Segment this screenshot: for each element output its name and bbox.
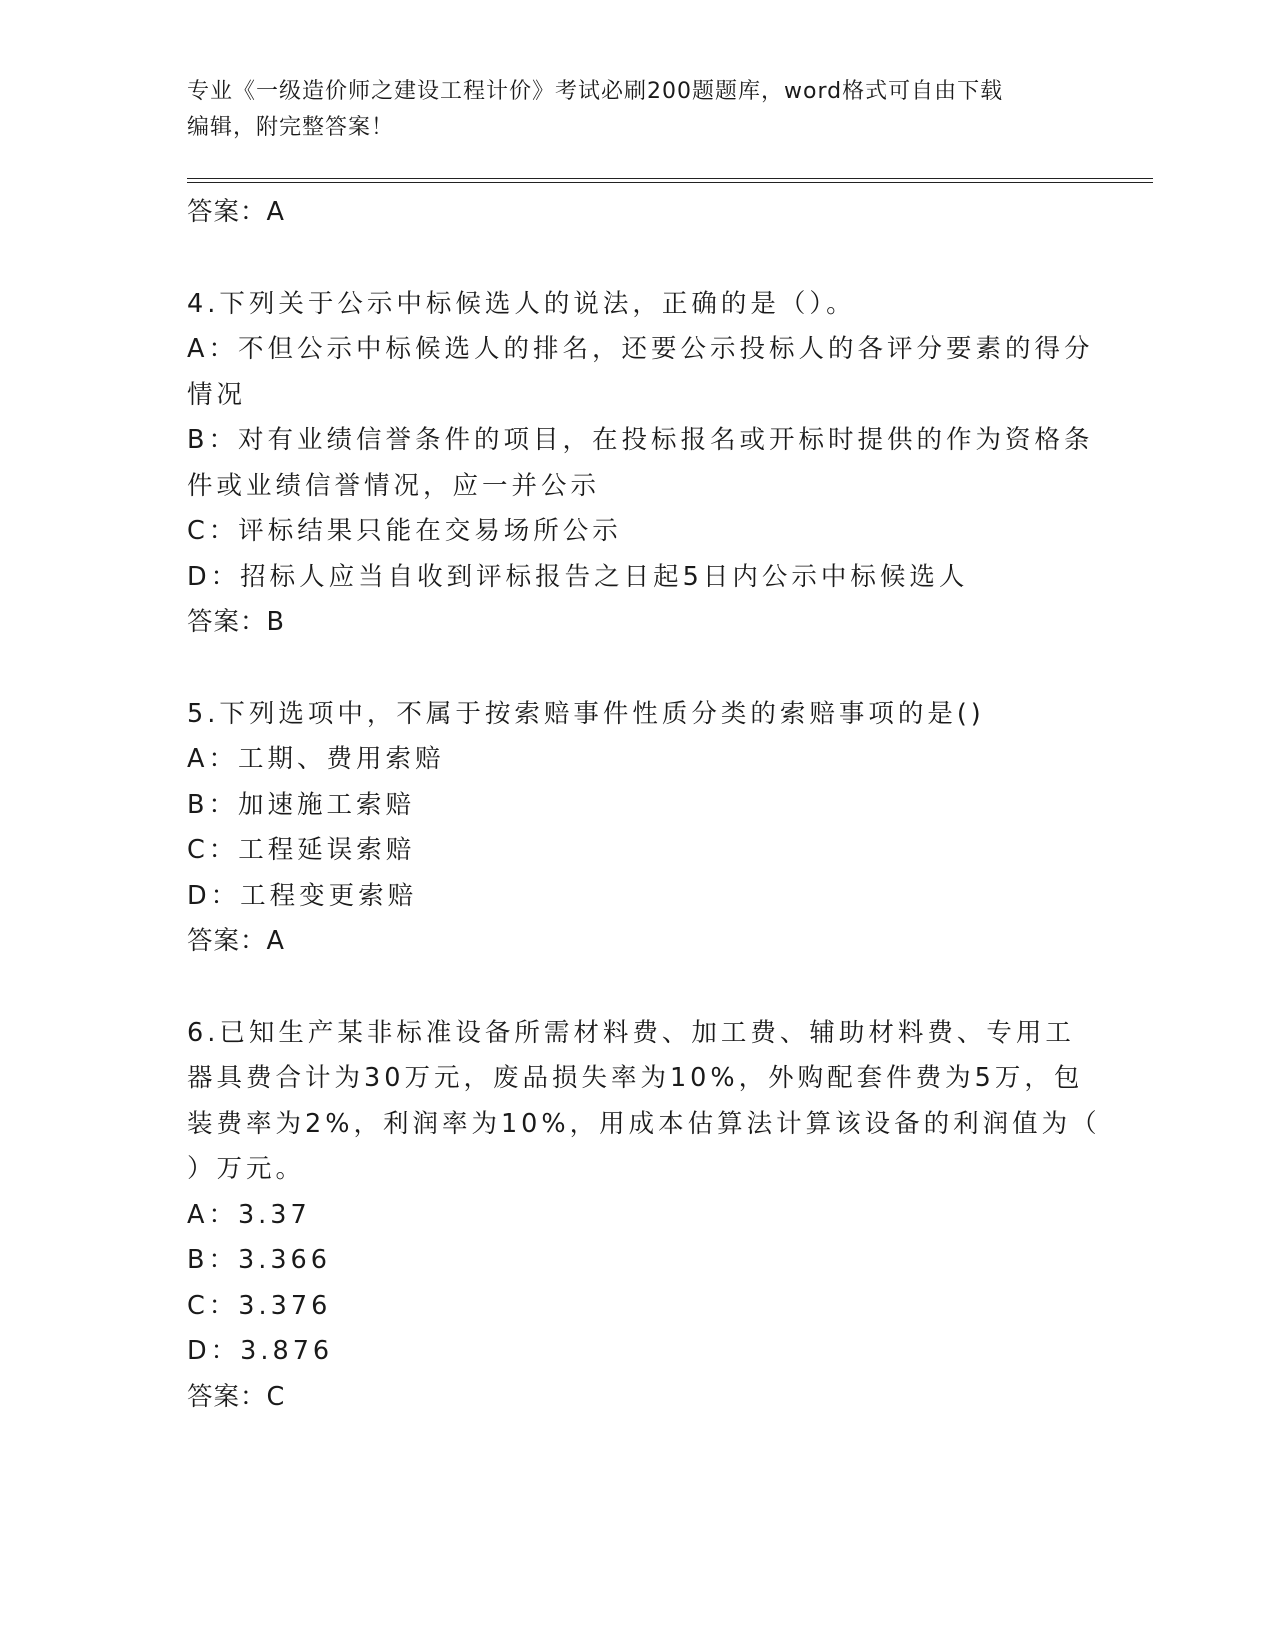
answer: 答案：B bbox=[187, 607, 285, 637]
document-header bbox=[187, 74, 1087, 146]
question-4 bbox=[187, 282, 1094, 646]
option-b: B：加速施工索赔 bbox=[187, 789, 415, 820]
option-c: C：工程延误索赔 bbox=[187, 835, 416, 865]
spacer bbox=[187, 236, 1087, 282]
question-stem-continued: 装费率为2%，利润率为10%，用成本估算法计算该设备的利润值为（ bbox=[187, 1108, 1101, 1139]
question-stem-continued: 器具费合计为30万元，废品损失率为10%，外购配套件费为5万，包 bbox=[187, 1063, 1084, 1093]
question-content bbox=[187, 190, 1101, 1420]
option-b: B：对有业绩信誉条件的项目，在投标报名或开标时提供的作为资格条 bbox=[187, 425, 1094, 455]
option-d: D：招标人应当自收到评标报告之日起5日内公示中标候选人 bbox=[187, 561, 969, 592]
spacer bbox=[187, 646, 1087, 692]
answer: 答案：A bbox=[187, 926, 285, 956]
option-a-continued: 情况 bbox=[187, 379, 247, 410]
option-b: B：3.366 bbox=[187, 1245, 331, 1275]
header-rule-thick bbox=[187, 182, 1153, 183]
spacer bbox=[187, 965, 1087, 1011]
question-5 bbox=[187, 692, 1087, 965]
answer: 答案：C bbox=[187, 1381, 286, 1412]
option-c: C：评标结果只能在交易场所公示 bbox=[187, 516, 622, 546]
option-d: D：工程变更索赔 bbox=[187, 880, 418, 911]
header-rule-thin bbox=[187, 178, 1153, 179]
option-c: C：3.376 bbox=[187, 1290, 332, 1321]
question-stem: 4.下列关于公示中标候选人的说法，正确的是（）。 bbox=[187, 288, 856, 319]
option-b-continued: 件或业绩信誉情况，应一并公示 bbox=[187, 470, 601, 501]
answer-previous: 答案：A bbox=[187, 197, 285, 227]
header-line-2: 编辑，附完整答案！ bbox=[187, 115, 395, 140]
option-d: D：3.876 bbox=[187, 1336, 334, 1366]
question-6 bbox=[187, 1011, 1101, 1421]
question-stem: 5.下列选项中，不属于按索赔事件性质分类的索赔事项的是() bbox=[187, 698, 985, 729]
question-stem: 6.已知生产某非标准设备所需材料费、加工费、辅助材料费、专用工 bbox=[187, 1017, 1075, 1048]
option-a: A：3.37 bbox=[187, 1199, 311, 1230]
header-line-1: 专业《一级造价师之建设工程计价》考试必刷200题题库，word格式可自由下载 bbox=[187, 79, 1004, 104]
option-a: A：工期、费用索赔 bbox=[187, 744, 445, 774]
question-stem-continued: ）万元。 bbox=[187, 1154, 306, 1184]
option-a: A：不但公示中标候选人的排名，还要公示投标人的各评分要素的得分 bbox=[187, 334, 1094, 364]
